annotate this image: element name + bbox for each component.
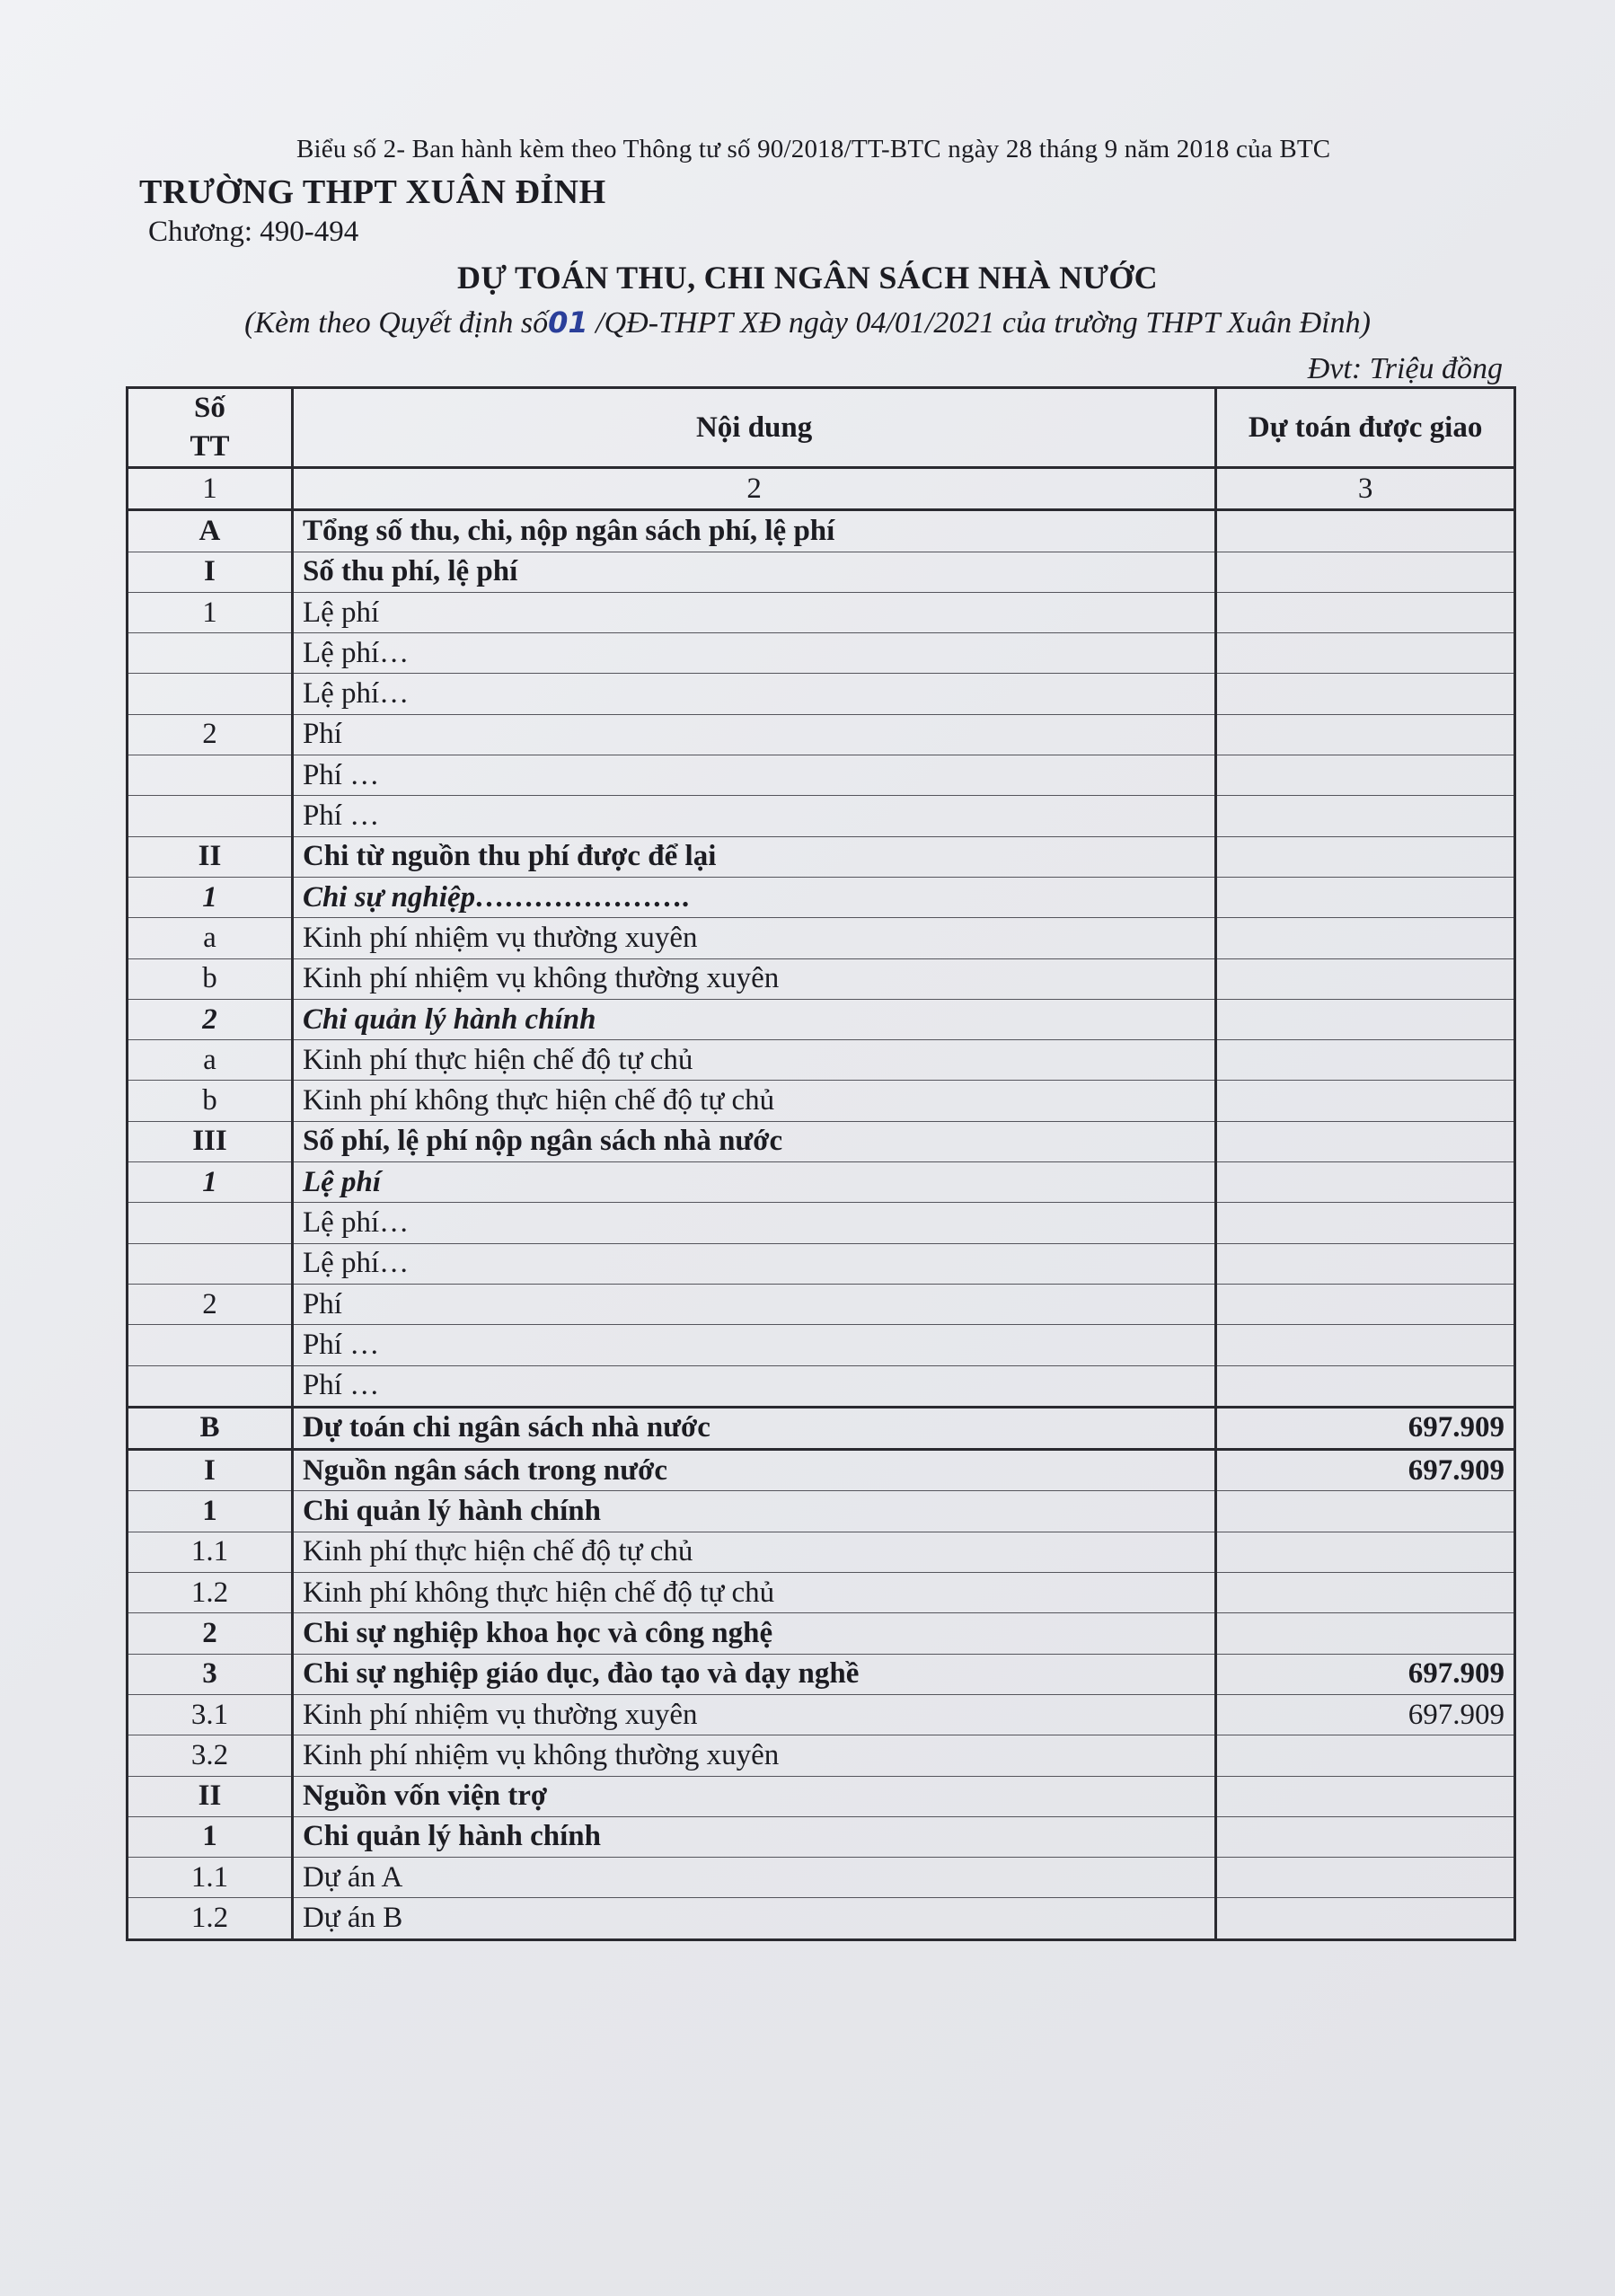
row-value	[1216, 958, 1515, 999]
legal-reference: Biểu số 2- Ban hành kèm theo Thông tư số 90/2018/TT-BTC ngày 28 tháng 9 năm 2018 của BTC	[296, 135, 1331, 163]
row-number: 2	[128, 714, 293, 755]
row-content: Kinh phí nhiệm vụ không thường xuyên	[292, 1735, 1215, 1776]
row-content: Dự toán chi ngân sách nhà nước	[292, 1407, 1215, 1449]
row-value	[1216, 592, 1515, 632]
row-value	[1216, 1325, 1515, 1365]
row-content: Lệ phí	[292, 1162, 1215, 1203]
row-value	[1216, 1816, 1515, 1857]
school-name: TRƯỜNG THPT XUÂN ĐỈNH	[139, 173, 606, 211]
row-number: 1	[128, 877, 293, 917]
row-number: 1	[128, 1816, 293, 1857]
column-number: 3	[1216, 468, 1515, 510]
row-value	[1216, 1243, 1515, 1284]
row-number: a	[128, 1040, 293, 1081]
unit-label: Đvt: Triệu đồng	[1307, 352, 1503, 385]
row-number: 1	[128, 1162, 293, 1203]
row-number: 2	[128, 1613, 293, 1654]
row-content: Chi từ nguồn thu phí được để lại	[292, 836, 1215, 877]
row-number: II	[128, 836, 293, 877]
row-value	[1216, 1491, 1515, 1532]
row-content: Chi quản lý hành chính	[292, 1491, 1215, 1532]
row-value: 697.909	[1216, 1654, 1515, 1694]
row-number: 2	[128, 1284, 293, 1324]
table-row	[128, 1081, 1515, 1121]
row-content: Kinh phí nhiệm vụ thường xuyên	[292, 918, 1215, 958]
row-content: Chi quản lý hành chính	[292, 999, 1215, 1039]
row-value	[1216, 1040, 1515, 1081]
row-number: II	[128, 1776, 293, 1816]
row-value	[1216, 918, 1515, 958]
table-row	[128, 877, 1515, 917]
row-content: Số phí, lệ phí nộp ngân sách nhà nước	[292, 1121, 1215, 1161]
row-value	[1216, 714, 1515, 755]
table-row	[128, 1898, 1515, 1939]
row-value	[1216, 999, 1515, 1039]
table-row	[128, 918, 1515, 958]
row-content: Phí …	[292, 1365, 1215, 1407]
table-row	[128, 1573, 1515, 1613]
table-row	[128, 552, 1515, 592]
row-number: I	[128, 552, 293, 592]
table-header-row	[128, 388, 1515, 468]
row-value	[1216, 877, 1515, 917]
table-row	[128, 1243, 1515, 1284]
row-content: Kinh phí không thực hiện chế độ tự chủ	[292, 1573, 1215, 1613]
table-row	[128, 755, 1515, 796]
column-number: 2	[292, 468, 1215, 510]
subtitle-suffix: /QĐ-THPT XĐ ngày 04/01/2021 của trường THPT Xuân Đỉnh)	[587, 306, 1371, 340]
row-number: 3.1	[128, 1694, 293, 1735]
row-content: Phí …	[292, 755, 1215, 796]
table-row	[128, 958, 1515, 999]
row-value: 697.909	[1216, 1407, 1515, 1449]
row-number: 2	[128, 999, 293, 1039]
row-number: 1.2	[128, 1573, 293, 1613]
row-content: Số thu phí, lệ phí	[292, 552, 1215, 592]
row-number: B	[128, 1407, 293, 1449]
row-number: III	[128, 1121, 293, 1161]
row-number: b	[128, 1081, 293, 1121]
table-row	[128, 510, 1515, 552]
row-content: Kinh phí nhiệm vụ thường xuyên	[292, 1694, 1215, 1735]
row-content: Chi sự nghiệp giáo dục, đào tạo và dạy nghề	[292, 1654, 1215, 1694]
table-row	[128, 1491, 1515, 1532]
table-row	[128, 1613, 1515, 1654]
row-number: A	[128, 510, 293, 552]
row-value	[1216, 510, 1515, 552]
row-number: b	[128, 958, 293, 999]
row-number: 1.1	[128, 1858, 293, 1898]
row-content: Dự án B	[292, 1898, 1215, 1939]
table-row	[128, 1121, 1515, 1161]
row-content: Chi sự nghiệp………………….	[292, 877, 1215, 917]
table-row	[128, 1776, 1515, 1816]
row-number	[128, 1325, 293, 1365]
row-content: Phí	[292, 1284, 1215, 1324]
table-row	[128, 1532, 1515, 1572]
row-value	[1216, 755, 1515, 796]
table-row	[128, 1694, 1515, 1735]
row-content: Lệ phí…	[292, 674, 1215, 714]
row-content: Kinh phí nhiệm vụ không thường xuyên	[292, 958, 1215, 999]
table-row	[128, 1325, 1515, 1365]
table-row	[128, 674, 1515, 714]
row-number: I	[128, 1450, 293, 1491]
row-content: Phí	[292, 714, 1215, 755]
row-content: Phí …	[292, 796, 1215, 836]
row-value	[1216, 552, 1515, 592]
row-value	[1216, 633, 1515, 674]
table-row	[128, 1365, 1515, 1407]
row-content: Nguồn vốn viện trợ	[292, 1776, 1215, 1816]
row-number	[128, 1243, 293, 1284]
row-content: Kinh phí thực hiện chế độ tự chủ	[292, 1040, 1215, 1081]
table-row	[128, 592, 1515, 632]
table-row	[128, 714, 1515, 755]
row-number	[128, 796, 293, 836]
row-value	[1216, 1532, 1515, 1572]
row-content: Nguồn ngân sách trong nước	[292, 1450, 1215, 1491]
row-number: 3.2	[128, 1735, 293, 1776]
row-value	[1216, 1613, 1515, 1654]
row-value	[1216, 1162, 1515, 1203]
row-content: Chi sự nghiệp khoa học và công nghệ	[292, 1613, 1215, 1654]
table-row	[128, 836, 1515, 877]
row-value	[1216, 1898, 1515, 1939]
row-number: 1.1	[128, 1532, 293, 1572]
row-number	[128, 1203, 293, 1243]
row-value	[1216, 836, 1515, 877]
table-row	[128, 1816, 1515, 1857]
row-number: 3	[128, 1654, 293, 1694]
row-value: 697.909	[1216, 1450, 1515, 1491]
header-allocated-budget: Dự toán được giao	[1216, 388, 1515, 468]
row-value	[1216, 796, 1515, 836]
row-content: Kinh phí không thực hiện chế độ tự chủ	[292, 1081, 1215, 1121]
row-content: Chi quản lý hành chính	[292, 1816, 1215, 1857]
row-number	[128, 755, 293, 796]
budget-table	[126, 386, 1516, 1941]
table-row	[128, 1858, 1515, 1898]
table-row	[128, 796, 1515, 836]
table-row	[128, 1284, 1515, 1324]
row-value	[1216, 1735, 1515, 1776]
row-value	[1216, 1081, 1515, 1121]
handwritten-decision-number: 01	[548, 305, 588, 340]
row-number: a	[128, 918, 293, 958]
row-content: Lệ phí…	[292, 633, 1215, 674]
row-number	[128, 633, 293, 674]
column-number: 1	[128, 468, 293, 510]
row-content: Lệ phí…	[292, 1203, 1215, 1243]
table-row	[128, 1654, 1515, 1694]
table-row	[128, 1162, 1515, 1203]
row-value	[1216, 674, 1515, 714]
row-content: Lệ phí…	[292, 1243, 1215, 1284]
row-value	[1216, 1776, 1515, 1816]
row-value	[1216, 1573, 1515, 1613]
row-content: Kinh phí thực hiện chế độ tự chủ	[292, 1532, 1215, 1572]
row-number: 1	[128, 592, 293, 632]
row-content: Phí …	[292, 1325, 1215, 1365]
row-value	[1216, 1121, 1515, 1161]
row-content: Lệ phí	[292, 592, 1215, 632]
table-row	[128, 1203, 1515, 1243]
subtitle-prefix: (Kèm theo Quyết định số	[244, 306, 549, 340]
table-row	[128, 1450, 1515, 1491]
row-number	[128, 1365, 293, 1407]
row-number: 1	[128, 1491, 293, 1532]
column-number-row	[128, 468, 1515, 510]
row-value	[1216, 1365, 1515, 1407]
row-number: 1.2	[128, 1898, 293, 1939]
table-row	[128, 999, 1515, 1039]
table-row	[128, 1040, 1515, 1081]
header-content: Nội dung	[292, 388, 1215, 468]
row-content: Dự án A	[292, 1858, 1215, 1898]
header-stt: Số TT	[128, 388, 293, 468]
chapter-code: Chương: 490-494	[148, 216, 359, 248]
page-title: DỰ TOÁN THU, CHI NGÂN SÁCH NHÀ NƯỚC	[457, 260, 1158, 296]
row-number	[128, 674, 293, 714]
row-value	[1216, 1203, 1515, 1243]
row-value: 697.909	[1216, 1694, 1515, 1735]
row-value	[1216, 1858, 1515, 1898]
table-row	[128, 1407, 1515, 1449]
table-row	[128, 633, 1515, 674]
row-content: Tổng số thu, chi, nộp ngân sách phí, lệ phí	[292, 510, 1215, 552]
table-row	[128, 1735, 1515, 1776]
decision-subtitle	[0, 305, 1615, 340]
row-value	[1216, 1284, 1515, 1324]
